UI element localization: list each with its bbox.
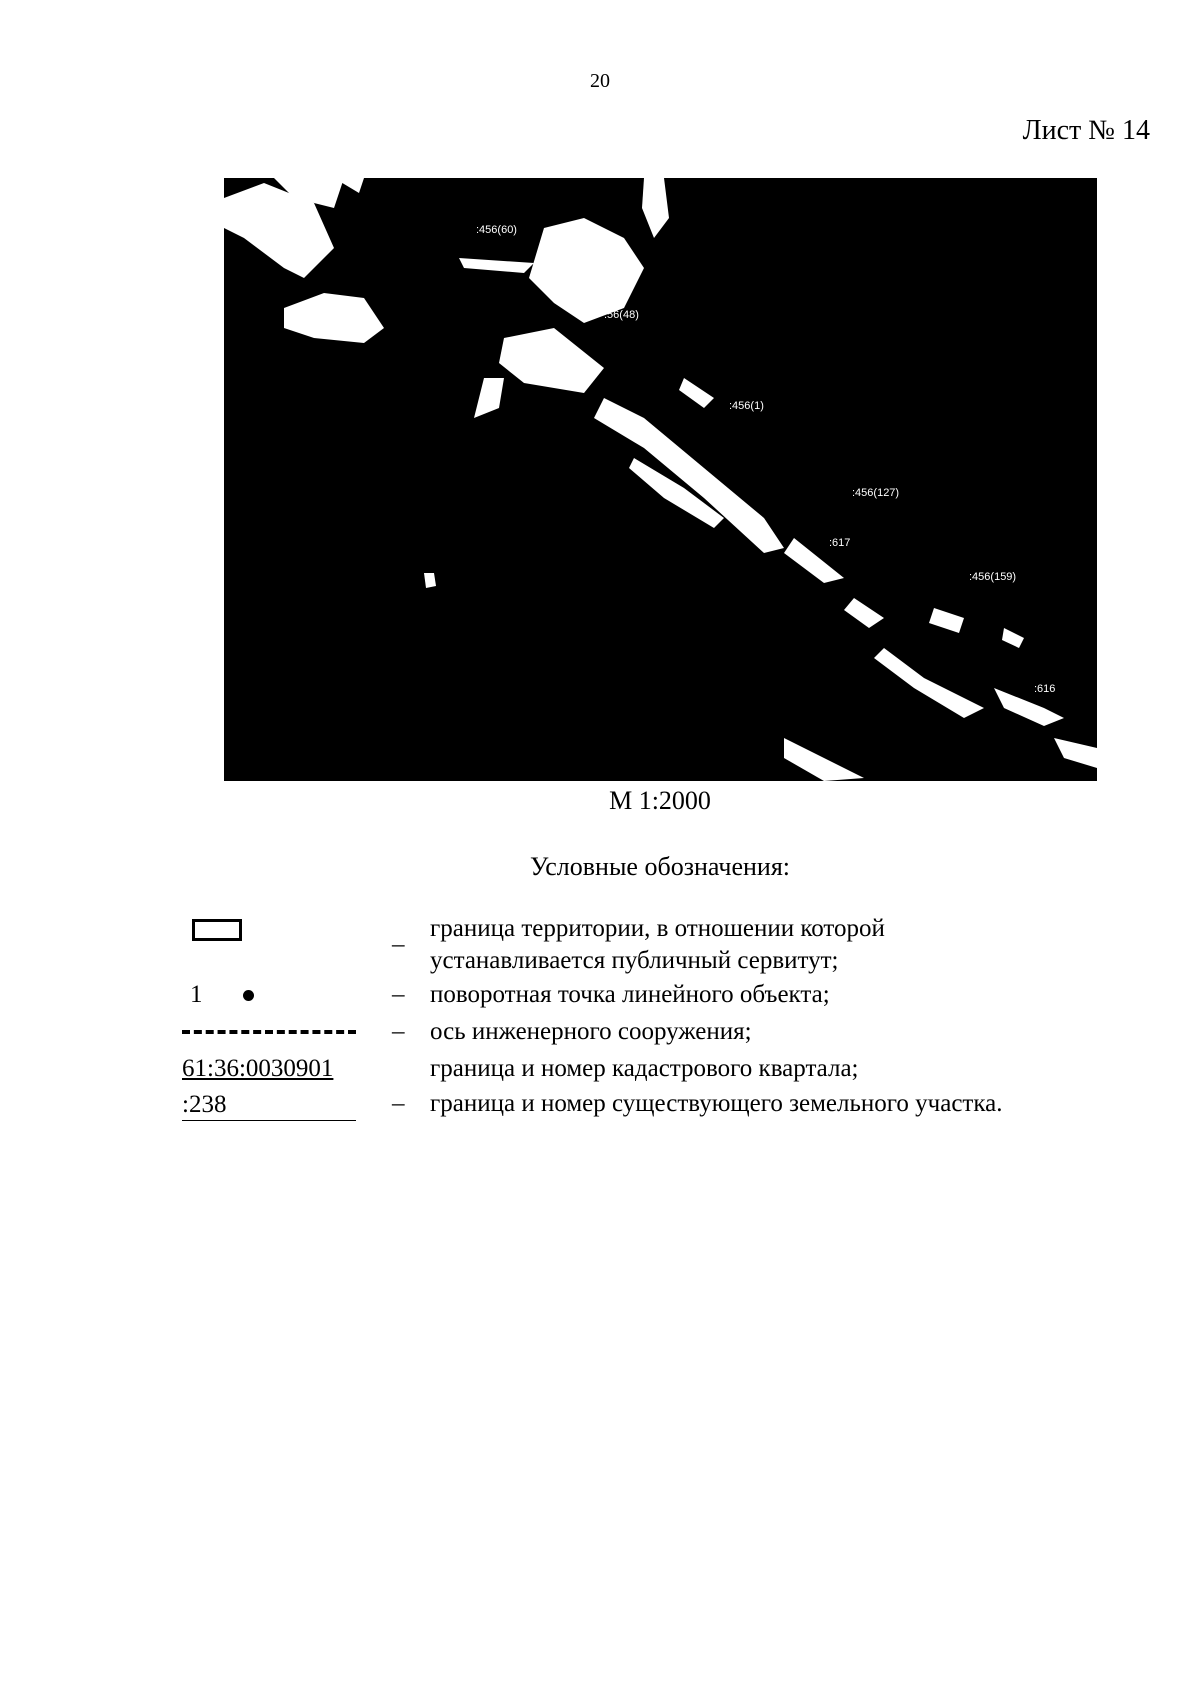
map-label: :456(159) [969,571,1017,583]
page-number: 20 [590,70,610,92]
legend-dash: – [392,1018,405,1045]
map-scale: М 1:2000 [609,786,711,815]
map-label: :56(48) [604,309,639,321]
dashed-line-icon [182,1030,356,1034]
legend-item-boundary [0,915,1200,981]
legend-dash: – [392,931,405,958]
legend-item-parcel [0,1090,1200,1126]
map-graphic [224,178,1097,781]
legend-item-axis [0,1018,1200,1054]
map-label: :456(127) [852,487,900,499]
parcel-code: :238 [182,1090,356,1121]
map-label: :617 [829,537,851,549]
legend-text: граница и номер кадастрового квартала; [430,1055,859,1082]
boundary-rectangle-icon [192,919,242,941]
point-number: 1 [190,981,203,1008]
legend-text: ось инженерного сооружения; [430,1018,752,1045]
legend-item-cadastral-quarter [0,1055,1200,1091]
legend-text: граница и номер существующего земельного участка. [430,1090,1003,1117]
map-label: :456(60) [476,224,517,236]
legend-dash: – [392,981,405,1008]
legend-title: Условные обозначения: [529,852,791,881]
map-label: :456(1) [729,400,764,412]
legend-item-point [0,981,1200,1017]
map-image [224,178,1097,781]
map-label: :616 [1034,683,1056,695]
legend-text: граница территории, в отношении которой [430,915,885,942]
sheet-label: Лист № 14 [1022,115,1150,146]
point-dot-icon [243,990,254,1001]
legend-text: устанавливается публичный сервитут; [430,947,839,974]
legend-text: поворотная точка линейного объекта; [430,981,830,1008]
legend-dash: – [392,1090,405,1117]
cadastral-quarter-code: 61:36:0030901 [182,1055,334,1082]
